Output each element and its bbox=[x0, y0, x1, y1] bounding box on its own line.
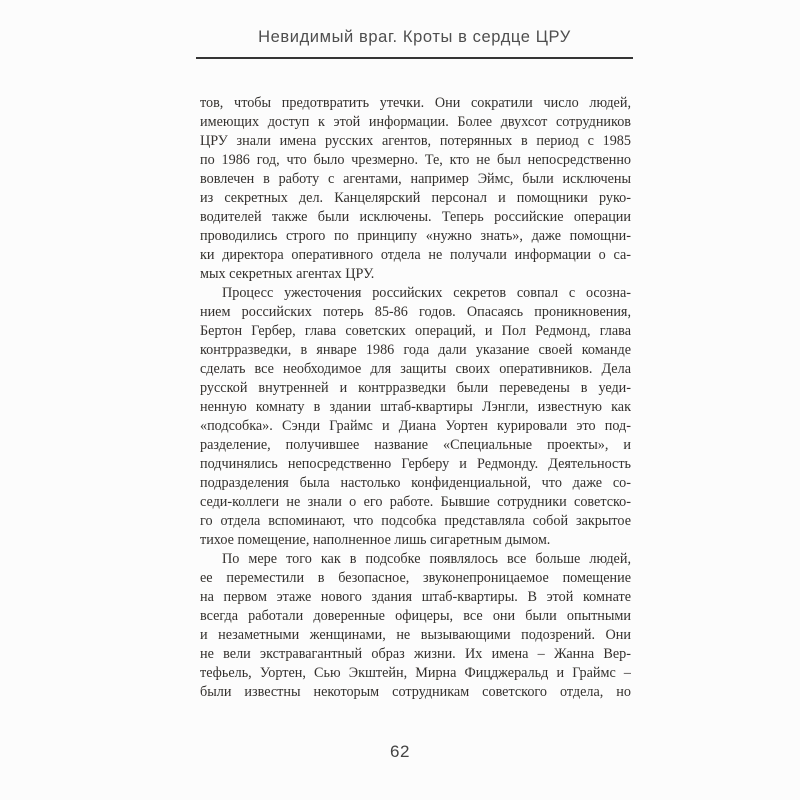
header-rule bbox=[196, 57, 633, 59]
text-line: на первом этаже нового здания штаб-квартиры. В этой комнате bbox=[200, 589, 631, 605]
text-line: седи-коллеги не знали о его работе. Бывшие сотрудники советско- bbox=[200, 494, 631, 510]
text-line: По мере того как в подсобке появлялось все больше людей, bbox=[222, 551, 631, 567]
page-number: 62 bbox=[390, 742, 410, 761]
paragraph bbox=[200, 284, 631, 550]
text-line: нием российских потерь 85-86 годов. Опасаясь проникновения, bbox=[200, 304, 631, 320]
text-line: ЦРУ знали имена русских агентов, потерянных в период с 1985 bbox=[200, 133, 631, 149]
text-line: мых секретных агентах ЦРУ. bbox=[200, 266, 375, 282]
running-header-title: Невидимый враг. Кроты в сердце ЦРУ bbox=[258, 28, 571, 46]
text-line: всегда работали доверенные офицеры, все они были опытными bbox=[200, 608, 631, 624]
text-line: по 1986 год, что было чрезмерно. Те, кто не был непосредственно bbox=[200, 152, 631, 168]
paragraph bbox=[200, 550, 631, 702]
text-line: вовлечен в работу с агентами, например Эймс, были исключены bbox=[200, 171, 631, 187]
text-line: Бертон Гербер, глава советских операций, и Пол Редмонд, глава bbox=[200, 323, 631, 339]
text-line: подчинялись непосредственно Герберу и Редмонду. Деятельность bbox=[200, 456, 631, 472]
text-line: контрразведки, в январе 1986 года дали указание своей команде bbox=[200, 342, 631, 358]
text-line: разделение, получившее название «Специальные проекты», и bbox=[200, 437, 631, 453]
text-line: русской внутренней и контрразведки были переведены в уеди- bbox=[200, 380, 631, 396]
text-line: не вели экстравагантный образ жизни. Их имена – Жанна Вер- bbox=[200, 646, 631, 662]
text-line: тефьель, Уортен, Сью Экштейн, Мирна Фицджеральд и Граймс – bbox=[200, 665, 631, 681]
text-line: ее переместили в безопасное, звуконепроницаемое помещение bbox=[200, 570, 631, 586]
text-line: «подсобка». Сэнди Граймс и Диана Уортен курировали это под- bbox=[200, 418, 631, 434]
text-line: и незаметными женщинами, не вызывающими подозрений. Они bbox=[200, 627, 631, 643]
text-line: сделать все необходимое для защиты своих оперативников. Дела bbox=[200, 361, 631, 377]
page-body bbox=[200, 94, 631, 702]
text-line: были известны некоторым сотрудникам советского отдела, но bbox=[200, 684, 631, 700]
text-line: подразделения была настолько конфиденциальной, что даже со- bbox=[200, 475, 631, 491]
text-line: водителей также были исключены. Теперь российские операции bbox=[200, 209, 631, 225]
text-line: ки директора оперативного отдела не получали информации о са- bbox=[200, 247, 631, 263]
text-line: проводились строго по принципу «нужно знать», даже помощни- bbox=[200, 228, 631, 244]
text-line: тов, чтобы предотвратить утечки. Они сократили число людей, bbox=[200, 95, 631, 111]
text-line: ненную комнату в здании штаб-квартиры Лэнгли, известную как bbox=[200, 399, 631, 415]
text-line: из секретных дел. Канцелярский персонал и помощники руко- bbox=[200, 190, 631, 206]
text-line: имеющих доступ к этой информации. Более двухсот сотрудников bbox=[200, 114, 631, 130]
text-line: го отдела вспоминают, что подсобка представляла собой закрытое bbox=[200, 513, 631, 529]
running-header bbox=[196, 28, 633, 59]
paragraph bbox=[200, 94, 631, 284]
text-line: тихое помещение, наполненное лишь сигаретным дымом. bbox=[200, 532, 551, 548]
text-line: Процесс ужесточения российских секретов совпал с осозна- bbox=[222, 285, 631, 301]
